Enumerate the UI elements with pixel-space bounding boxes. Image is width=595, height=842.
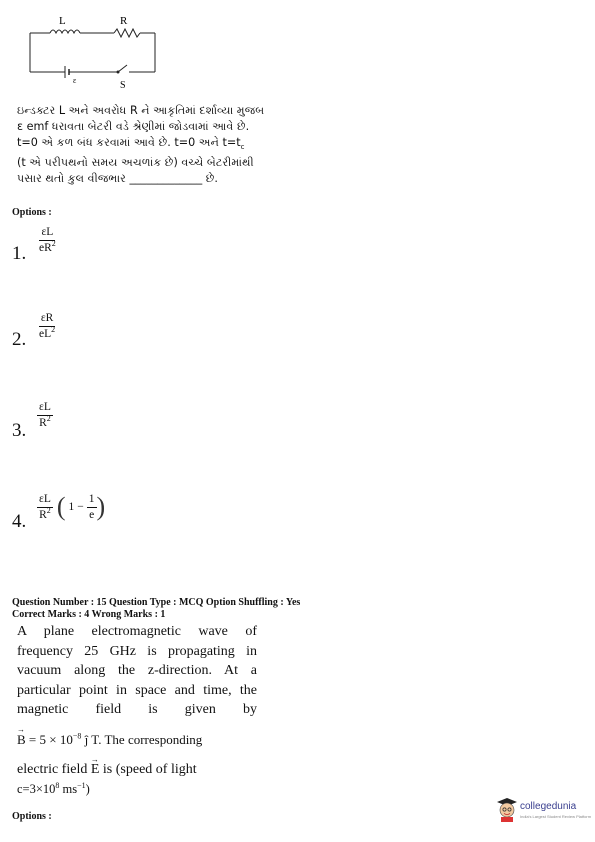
question-meta-line-1: Question Number : 15 Question Type : MCQ Option Shuffling : Yes [12,597,301,608]
fraction-denominator: $eL^2$ [39,325,56,340]
magnetic-field-equation: → $B = 5 \times 10^{-8}$ ĵ T. The corresponding [17,730,257,750]
logo-tagline: India's Largest Student Review Platform [520,814,592,819]
option-fraction [37,312,57,341]
options-heading: Options : [12,207,52,218]
question-15-text [17,622,257,799]
option-number: 2. [12,329,27,350]
paren-one: 1 [68,501,75,513]
question-line: ઇન્ડક્ટર L અને અવરોધ R ને આકૃતિમાં દર્શાવ્યા મુજબ [17,104,265,117]
logo-name: collegedunia [520,801,577,812]
option-fraction [37,401,53,430]
paren-minus: − [77,501,84,513]
switch-symbol [118,65,127,72]
question-line: A plane electromagnetic wave of [17,624,257,639]
options-heading-2: Options : [12,811,52,822]
close-paren: ) [96,492,106,521]
question-line: પસાર થતો કુલ વીજભાર _____________ છે. [17,172,218,186]
option-expression [37,492,105,522]
question-line: magnetic field is given by [17,702,257,717]
e-vector: → E [91,760,100,780]
question-meta-line-2: Correct Marks : 4 Wrong Marks : 1 [12,609,166,620]
label-S: S [120,80,126,91]
question-line: vacuum along the z-direction. At a [17,663,257,678]
speed-of-light-line: $c=3\times 10^8$ $ms^{-1}$) [17,780,90,796]
tc-subscript: c [240,143,245,152]
inductor-symbol [50,30,80,33]
b-vector: → B = 5 × 10 [17,730,73,750]
question-line: (t એ પરીપથનો સમય અચળાંક છે) વચ્ચે બેટરીમાંથી [17,156,254,170]
label-emf: ε [73,76,77,85]
collegedunia-logo [496,796,592,826]
option-fraction [37,493,53,522]
fraction-numerator: εL [37,401,53,416]
fraction-numerator: εL [39,226,55,241]
open-paren: ( [56,492,66,521]
question-line: frequency 25 GHz is propagating in [17,643,257,659]
fraction-denominator: $eR^2$ [39,239,56,254]
inner-fraction: $\frac{1}{e}$ [88,492,95,521]
circuit-diagram [22,8,172,100]
label-R: R [120,15,128,27]
fraction-denominator: $R^2$ [39,505,51,521]
option-fraction [37,226,58,255]
option-number: 1. [12,243,27,264]
question-line: ε emf ધરાવતા બેટરી વડે શ્રેણીમાં જોડવામાં આવે છે. [17,120,250,133]
circuit-svg [22,8,172,100]
resistor-symbol [114,29,140,37]
option-number: 3. [12,420,27,441]
fraction-denominator: $R^2$ [39,414,51,429]
option-number: 4. [12,511,27,532]
question-line: electric field → E is (speed of light [17,760,257,780]
question-14-text [17,103,267,187]
question-line: t=0 એ કળ બંધ કરવામાં આવે છે. t=0 અને $t=t_c$ [17,136,245,152]
label-L: L [59,15,66,27]
question-line: particular point in space and time, the [17,682,257,698]
mascot-icon [496,796,518,822]
fraction-numerator: εR [39,312,56,327]
fraction-numerator: εL [37,493,53,508]
